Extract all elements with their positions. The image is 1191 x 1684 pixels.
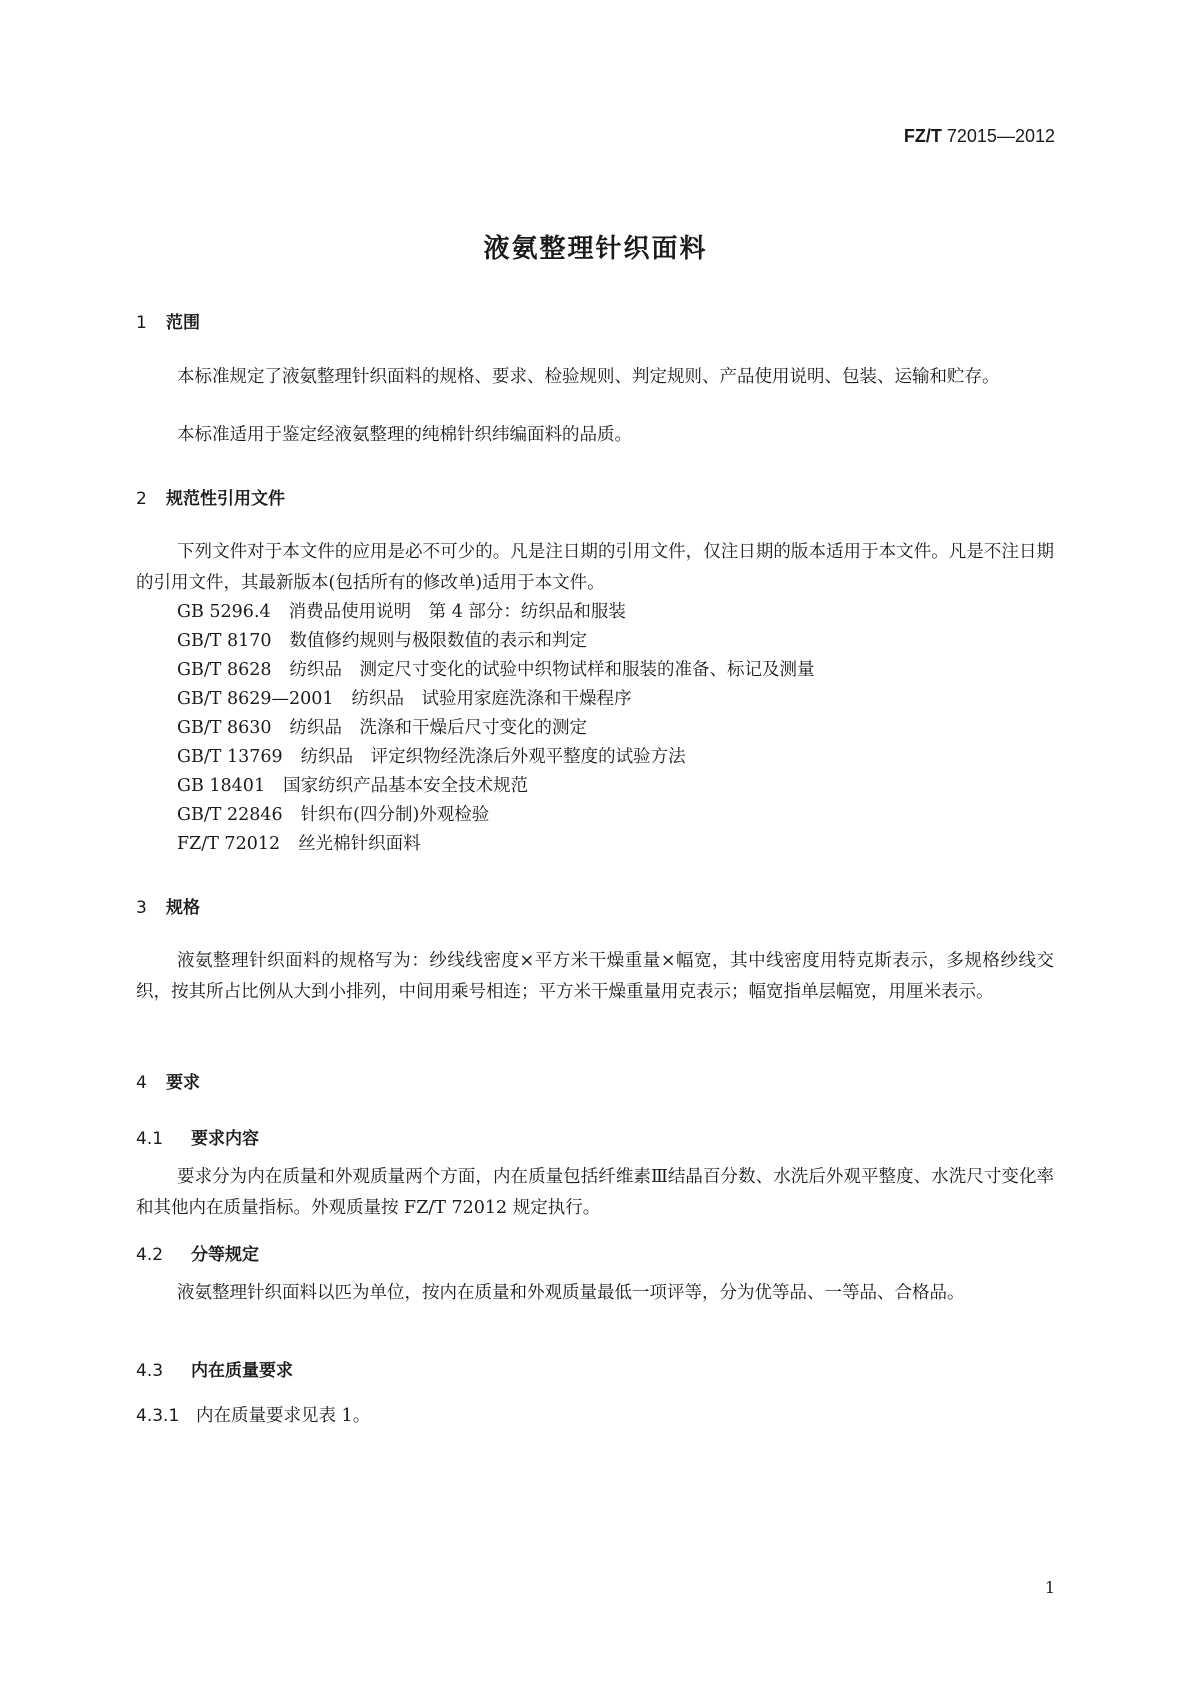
standard-prefix: FZ/T bbox=[903, 126, 942, 146]
section-4-3-number: 4.3 bbox=[136, 1361, 164, 1381]
reference-code: GB 18401 bbox=[177, 776, 266, 796]
section-4-2-number: 4.2 bbox=[136, 1245, 164, 1265]
section-4-3-title: 内在质量要求 bbox=[191, 1361, 293, 1381]
section-4-1-title: 要求内容 bbox=[191, 1129, 259, 1149]
reference-code: GB/T 22846 bbox=[177, 805, 283, 825]
reference-code: GB/T 8170 bbox=[177, 631, 272, 651]
document-title: 液氨整理针织面料 bbox=[483, 234, 708, 264]
section-3-heading bbox=[136, 893, 200, 918]
reference-item bbox=[177, 714, 587, 739]
section-4-3-heading bbox=[136, 1356, 293, 1381]
reference-code: GB/T 8630 bbox=[177, 718, 272, 738]
reference-title: 针织布(四分制)外观检验 bbox=[300, 805, 490, 825]
reference-code: GB/T 8628 bbox=[177, 660, 272, 680]
reference-item bbox=[177, 656, 815, 681]
section-2-heading bbox=[136, 484, 285, 509]
section-3-title: 规格 bbox=[166, 898, 200, 918]
section-4-number: 4 bbox=[136, 1073, 147, 1093]
section-1-number: 1 bbox=[136, 313, 147, 333]
reference-code: FZ/T 72012 bbox=[177, 834, 281, 854]
reference-item bbox=[177, 627, 587, 652]
reference-item bbox=[177, 772, 528, 797]
reference-code: GB/T 8629—2001 bbox=[177, 689, 334, 709]
reference-title: 纺织品 评定织物经洗涤后外观平整度的试验方法 bbox=[300, 747, 686, 767]
reference-item bbox=[177, 685, 632, 710]
reference-title: 国家纺织产品基本安全技术规范 bbox=[283, 776, 529, 796]
reference-code: GB 5296.4 bbox=[177, 602, 271, 622]
standard-code bbox=[904, 126, 1055, 147]
reference-title: 消费品使用说明 第 4 部分：纺织品和服装 bbox=[288, 602, 626, 622]
reference-title: 纺织品 测定尺寸变化的试验中织物试样和服装的准备、标记及测量 bbox=[289, 660, 815, 680]
section-3-paragraph-1: 液氨整理针织面料的规格写为：纱线线密度×平方米干燥重量×幅宽，其中线密度用特克斯表示，多规格纱线交织，按其所占比例从大到小排列，中间用乘号相连；平方米干燥重量用克表示；幅宽指单层幅宽，用厘米表示。 bbox=[136, 951, 1054, 1002]
section-4-1-heading bbox=[136, 1124, 259, 1149]
section-1-heading bbox=[136, 308, 200, 333]
section-4-2-title: 分等规定 bbox=[191, 1245, 259, 1265]
section-2-number: 2 bbox=[136, 489, 147, 509]
section-4-1-number: 4.1 bbox=[136, 1129, 164, 1149]
section-4-2-paragraph: 液氨整理针织面料以匹为单位，按内在质量和外观质量最低一项评等，分为优等品、一等品、合格品。 bbox=[177, 1283, 965, 1303]
page-number: 1 bbox=[1044, 1578, 1055, 1597]
section-2-paragraph-1: 下列文件对于本文件的应用是必不可少的。凡是注日期的引用文件，仅注日期的版本适用于本文件。凡是不注日期的引用文件，其最新版本(包括所有的修改单)适用于本文件。 bbox=[136, 542, 1054, 593]
section-4-heading bbox=[136, 1068, 200, 1093]
section-4-1-paragraph: 要求分为内在质量和外观质量两个方面，内在质量包括纤维素Ⅲ结晶百分数、水洗后外观平整度、水洗尺寸变化率和其他内在质量指标。外观质量按 FZ/T 72012 规定执行。 bbox=[136, 1167, 1054, 1218]
section-1-paragraph-2: 本标准适用于鉴定经液氨整理的纯棉针织纬编面料的品质。 bbox=[177, 425, 632, 445]
reference-item bbox=[177, 801, 489, 826]
reference-title: 纺织品 试验用家庭洗涤和干燥程序 bbox=[351, 689, 632, 709]
section-4-3-1-text: 内在质量要求见表 1。 bbox=[196, 1406, 371, 1426]
section-1-paragraph-1: 本标准规定了液氨整理针织面料的规格、要求、检验规则、判定规则、产品使用说明、包装、运输和贮存。 bbox=[177, 367, 1000, 387]
reference-code: GB/T 13769 bbox=[177, 747, 283, 767]
standard-number: 72015—2012 bbox=[946, 126, 1055, 146]
reference-title: 纺织品 洗涤和干燥后尺寸变化的测定 bbox=[289, 718, 588, 738]
reference-title: 丝光棉针织面料 bbox=[298, 834, 421, 854]
reference-title: 数值修约规则与极限数值的表示和判定 bbox=[289, 631, 588, 651]
section-4-2-heading bbox=[136, 1240, 259, 1265]
section-1-title: 范围 bbox=[166, 313, 200, 333]
section-4-3-1-number: 4.3.1 bbox=[136, 1406, 180, 1426]
reference-item bbox=[177, 598, 626, 623]
reference-item bbox=[177, 830, 421, 855]
section-4-3-1-clause bbox=[136, 1402, 370, 1427]
section-4-title: 要求 bbox=[166, 1073, 200, 1093]
section-3-number: 3 bbox=[136, 898, 147, 918]
section-2-title: 规范性引用文件 bbox=[166, 489, 285, 509]
reference-item bbox=[177, 743, 686, 768]
